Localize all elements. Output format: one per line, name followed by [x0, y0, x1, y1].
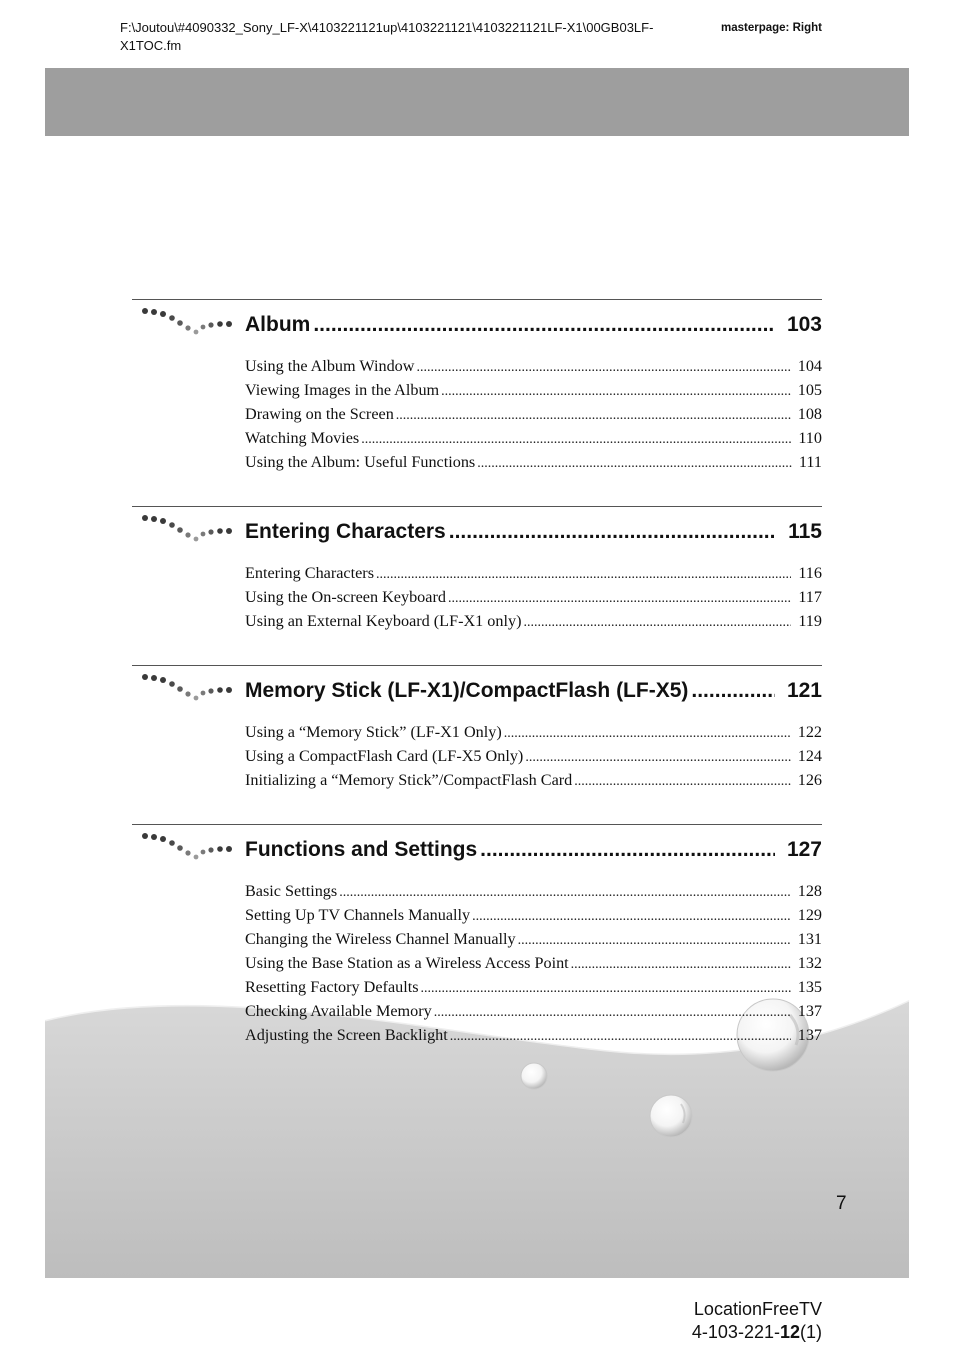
entry-page-number: 116: [798, 564, 822, 582]
section-page-number: 121: [786, 679, 822, 702]
dot-leader: [574, 770, 790, 794]
code-bold: 12: [779, 1322, 800, 1342]
dot-leader: [376, 563, 791, 587]
header-band: [45, 68, 909, 136]
code-suffix: (1): [800, 1322, 822, 1342]
dot-leader: [416, 356, 790, 380]
entry-page-number: 135: [797, 978, 822, 996]
toc-entry[interactable]: [245, 585, 822, 609]
section-title: Functions and Settings: [245, 838, 478, 861]
toc-section-entering-characters: [132, 506, 822, 630]
entry-page-number: 111: [798, 453, 822, 471]
entry-label: Checking Available Memory: [245, 1002, 432, 1020]
dot-leader: [477, 452, 792, 476]
entry-label: Changing the Wireless Channel Manually: [245, 930, 516, 948]
section-heading[interactable]: [245, 312, 822, 338]
toc-entry[interactable]: [245, 402, 822, 426]
dot-leader: [571, 953, 791, 977]
dot-leader: [313, 312, 775, 338]
dot-leader: [421, 977, 791, 1001]
entry-page-number: 122: [797, 723, 822, 741]
toc-entry[interactable]: [245, 450, 822, 474]
toc-entry[interactable]: [245, 720, 822, 744]
entry-page-number: 126: [797, 771, 822, 789]
product-name: LocationFreeTV: [693, 1299, 822, 1319]
dot-leader: [434, 1001, 791, 1025]
dot-leader: [518, 929, 791, 953]
dot-trail-icon: [140, 674, 236, 710]
entry-list: [245, 720, 822, 792]
entry-label: Adjusting the Screen Backlight: [245, 1026, 448, 1044]
entry-label: Watching Movies: [245, 429, 360, 447]
toc-entry[interactable]: [245, 426, 822, 450]
bubble-icon: [521, 1063, 547, 1089]
section-rule: [132, 299, 822, 300]
section-rule: [132, 665, 822, 666]
dot-leader: [523, 611, 791, 635]
dot-trail-icon: [140, 308, 236, 344]
toc-entry[interactable]: [245, 609, 822, 633]
entry-page-number: 119: [798, 612, 822, 630]
toc-entry[interactable]: [245, 927, 822, 951]
section-title: Memory Stick (LF-X1)/CompactFlash (LF-X5): [245, 679, 689, 702]
section-title: Album: [245, 313, 311, 336]
entry-label: Using the On-screen Keyboard: [245, 588, 446, 606]
toc-entry[interactable]: [245, 903, 822, 927]
page-number: 7: [836, 1193, 847, 1214]
section-heading[interactable]: [245, 678, 822, 704]
dot-leader: [448, 587, 791, 611]
dot-leader: [472, 905, 791, 929]
entry-label: Setting Up TV Channels Manually: [245, 906, 471, 924]
entry-label: Using a “Memory Stick” (LF-X1 Only): [245, 723, 502, 741]
dot-leader: [396, 404, 791, 428]
entry-label: Basic Settings: [245, 882, 338, 900]
dot-leader: [691, 678, 775, 704]
bubble-icon: [650, 1095, 692, 1137]
entry-page-number: 137: [797, 1026, 822, 1044]
entry-page-number: 108: [797, 405, 822, 423]
entry-label: Entering Characters: [245, 564, 374, 582]
dot-leader: [450, 1025, 791, 1049]
entry-list: [245, 561, 822, 633]
code-prefix: 4-103-221-: [691, 1322, 780, 1342]
dot-trail-icon: [140, 833, 236, 869]
entry-page-number: 110: [798, 429, 822, 447]
masterpage-label: masterpage: Right: [721, 22, 822, 34]
section-page-number: 115: [788, 520, 822, 543]
entry-page-number: 131: [797, 930, 822, 948]
dot-leader: [504, 722, 791, 746]
section-page-number: 103: [786, 313, 822, 336]
entry-page-number: 124: [797, 747, 822, 765]
section-rule: [132, 506, 822, 507]
section-heading[interactable]: [245, 519, 822, 545]
toc-entry[interactable]: [245, 378, 822, 402]
entry-page-number: 117: [798, 588, 822, 606]
toc-section-album: [132, 299, 822, 471]
toc-entry[interactable]: [245, 999, 822, 1023]
dot-leader: [361, 428, 791, 452]
entry-page-number: 132: [797, 954, 822, 972]
dot-leader: [525, 746, 790, 770]
dot-trail-icon: [140, 515, 236, 551]
section-rule: [132, 824, 822, 825]
dot-leader: [339, 881, 791, 905]
entry-label: Using the Base Station as a Wireless Access Point: [245, 954, 569, 972]
section-title: Entering Characters: [245, 520, 446, 543]
toc-entry[interactable]: [245, 879, 822, 903]
entry-page-number: 128: [797, 882, 822, 900]
file-path-header: F:\Joutou\#4090332_Sony_LF-X\4103221121up\4103221121\4103221121LF-X1\00GB03LF-X1TOC.fm: [120, 20, 654, 53]
entry-label: Using the Album Window: [245, 357, 415, 375]
dot-leader: [480, 837, 775, 863]
entry-label: Drawing on the Screen: [245, 405, 394, 423]
entry-page-number: 105: [797, 381, 822, 399]
entry-label: Resetting Factory Defaults: [245, 978, 419, 996]
toc-entry[interactable]: [245, 975, 822, 999]
entry-page-number: 129: [797, 906, 822, 924]
entry-label: Viewing Images in the Album: [245, 381, 440, 399]
toc-entry[interactable]: [245, 744, 822, 768]
toc-entry[interactable]: [245, 561, 822, 585]
entry-label: Using a CompactFlash Card (LF-X5 Only): [245, 747, 524, 765]
entry-page-number: 137: [797, 1002, 822, 1020]
toc-entry[interactable]: [245, 354, 822, 378]
toc-entry[interactable]: [245, 951, 822, 975]
toc-section-memory-stick: [132, 665, 822, 789]
entry-list: [245, 879, 822, 1047]
toc-entry[interactable]: [245, 1023, 822, 1047]
document-code: [692, 1321, 822, 1344]
section-page-number: 127: [786, 838, 822, 861]
section-heading[interactable]: [245, 837, 822, 863]
toc-entry[interactable]: [245, 768, 822, 792]
product-code-block: [692, 1298, 822, 1344]
entry-list: [245, 354, 822, 474]
entry-label: Using an External Keyboard (LF-X1 only): [245, 612, 522, 630]
toc-section-functions-settings: [132, 824, 822, 1044]
entry-page-number: 104: [797, 357, 822, 375]
dot-leader: [449, 519, 776, 545]
entry-label: Initializing a “Memory Stick”/CompactFlash Card: [245, 771, 573, 789]
entry-label: Using the Album: Useful Functions: [245, 453, 476, 471]
dot-leader: [441, 380, 791, 404]
